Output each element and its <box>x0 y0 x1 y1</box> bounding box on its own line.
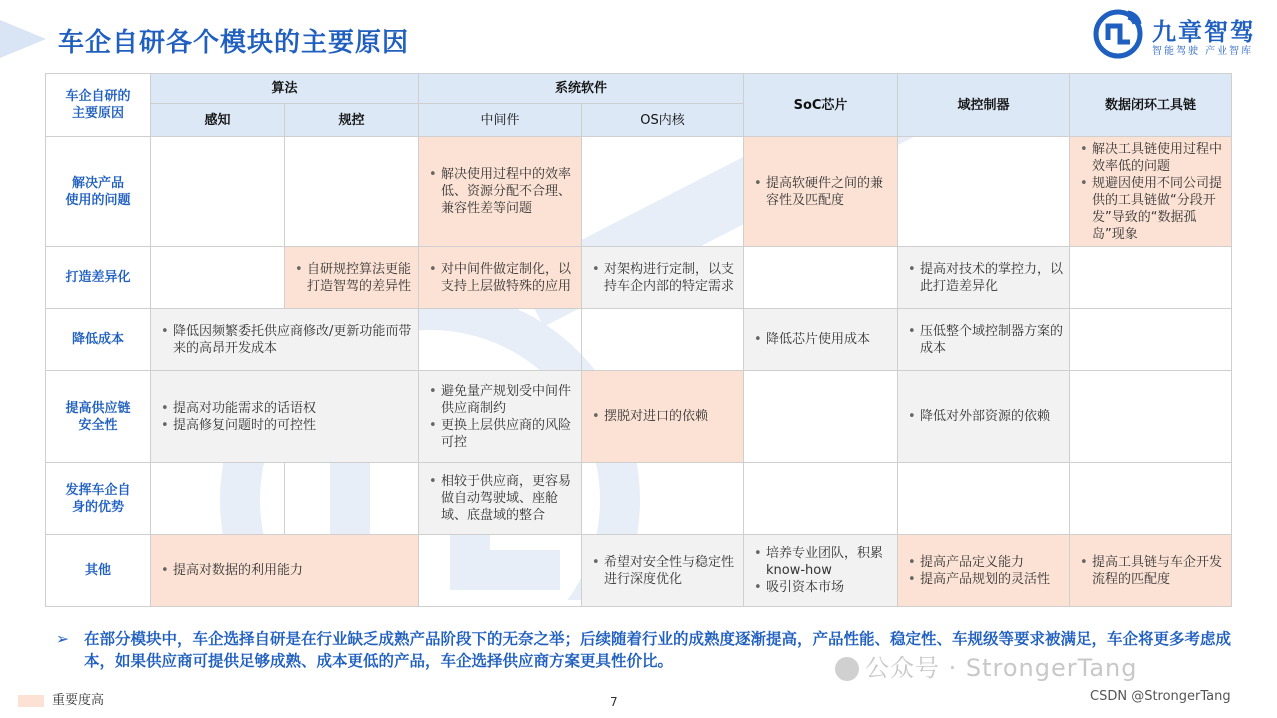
table-cell <box>151 309 419 371</box>
table-cell <box>582 535 744 607</box>
table-cell <box>744 309 898 371</box>
row-label: 其他 <box>46 535 151 607</box>
cell-bullet: • 降低因频繁委托供应商修改/更新功能而带来的高昂开发成本 <box>173 323 412 357</box>
table-cell <box>582 371 744 463</box>
watermark-text: 公众号 · StrongerTang <box>865 654 1138 682</box>
cell-bullet: • 解决工具链使用过程中效率低的问题 <box>1092 141 1225 175</box>
header-toolchain: 数据闭环工具链 <box>1070 74 1232 137</box>
wechat-icon <box>835 657 859 681</box>
header-soc: SoC芯片 <box>744 74 898 137</box>
cell-bullet: • 提高对功能需求的话语权 <box>173 400 412 417</box>
table-cell <box>151 535 419 607</box>
table-cell <box>285 137 419 247</box>
row-label: 打造差异化 <box>46 247 151 309</box>
header-domain-controller: 域控制器 <box>898 74 1070 137</box>
table-cell <box>419 247 582 309</box>
legend-label: 重要度高 <box>52 693 105 708</box>
table-row <box>46 247 1232 309</box>
csdn-credit: CSDN @StrongerTang <box>1090 689 1231 704</box>
table-cell <box>419 535 582 607</box>
table-cell <box>898 371 1070 463</box>
table-corner-header: 车企自研的 主要原因 <box>46 74 151 137</box>
row-label: 解决产品 使用的问题 <box>46 137 151 247</box>
table-row <box>46 535 1232 607</box>
header-algorithm: 算法 <box>151 74 419 104</box>
cell-bullet: • 对中间件做定制化，以支持上层做特殊的应用 <box>441 261 575 295</box>
cell-bullet: • 解决使用过程中的效率低、资源分配不合理、兼容性差等问题 <box>441 166 575 217</box>
legend-swatch <box>18 695 44 707</box>
table-cell <box>582 463 744 535</box>
brand-logo-icon <box>1090 6 1146 62</box>
cell-bullet: • 降低芯片使用成本 <box>766 331 891 348</box>
table-cell <box>744 371 898 463</box>
legend <box>18 689 104 708</box>
table-row <box>46 371 1232 463</box>
table-cell <box>1070 535 1232 607</box>
cell-bullet: • 提高对数据的利用能力 <box>173 562 412 579</box>
table-cell <box>898 463 1070 535</box>
table-cell <box>419 463 582 535</box>
cell-bullet: • 提高产品定义能力 <box>920 554 1063 571</box>
page-title: 车企自研各个模块的主要原因 <box>58 28 410 58</box>
cell-bullet: • 提高工具链与车企开发流程的匹配度 <box>1092 554 1225 588</box>
table-cell <box>285 463 419 535</box>
cell-bullet: • 压低整个域控制器方案的成本 <box>920 323 1063 357</box>
arrow-bullet-icon: ➢ <box>56 630 69 648</box>
table-cell <box>419 309 582 371</box>
cell-bullet: • 规避因使用不同公司提供的工具链做“分段开发”导致的“数据孤岛”现象 <box>1092 175 1225 243</box>
table-cell <box>151 137 285 247</box>
table-cell <box>898 535 1070 607</box>
row-label: 提高供应链 安全性 <box>46 371 151 463</box>
title-accent-shape <box>0 20 46 58</box>
table-cell <box>582 137 744 247</box>
cell-bullet: • 提高产品规划的灵活性 <box>920 571 1063 588</box>
cell-bullet: • 相较于供应商，更容易做自动驾驶域、座舱域、底盘域的整合 <box>441 473 575 524</box>
subheader-planning: 规控 <box>285 104 419 137</box>
cell-bullet: • 吸引资本市场 <box>766 579 891 596</box>
table-cell <box>744 463 898 535</box>
reasons-table <box>45 73 1232 607</box>
subheader-perception: 感知 <box>151 104 285 137</box>
subheader-middleware: 中间件 <box>419 104 582 137</box>
cell-bullet: • 提高软硬件之间的兼容性及匹配度 <box>766 175 891 209</box>
table-cell <box>1070 247 1232 309</box>
table-cell <box>1070 463 1232 535</box>
page-number: 7 <box>610 695 618 709</box>
cell-bullet: • 提高对技术的掌控力，以此打造差异化 <box>920 261 1063 295</box>
table-cell <box>419 371 582 463</box>
conclusion-text: 在部分模块中，车企选择自研是在行业缺乏成熟产品阶段下的无奈之举；后续随着行业的成熟度逐渐提高，产品性能、稳定性、车规级等要求被满足，车企将更多考虑成本，如果供应商可提供足够成熟、成本更低的产品，车企选择供应商方案更具性价比。 <box>84 630 1232 670</box>
table-cell <box>151 463 285 535</box>
cell-bullet: • 自研规控算法更能打造智驾的差异性 <box>307 261 412 295</box>
table-cell <box>582 247 744 309</box>
cell-bullet: • 培养专业团队，积累know-how <box>766 545 891 579</box>
table-row <box>46 309 1232 371</box>
cell-bullet: • 降低对外部资源的依赖 <box>920 408 1063 425</box>
brand-logo <box>1090 6 1270 62</box>
brand-tagline: 智能驾驶 产业智库 <box>1152 46 1254 57</box>
cell-bullet: • 对架构进行定制，以支持车企内部的特定需求 <box>604 261 737 295</box>
wechat-watermark <box>835 648 1137 683</box>
table-cell <box>898 309 1070 371</box>
cell-bullet: • 避免量产规划受中间件供应商制约 <box>441 383 575 417</box>
table-cell <box>744 247 898 309</box>
table-cell <box>1070 309 1232 371</box>
table-cell <box>1070 371 1232 463</box>
row-label: 降低成本 <box>46 309 151 371</box>
table-cell <box>151 247 285 309</box>
cell-bullet: • 提高修复问题时的可控性 <box>173 417 412 434</box>
table-cell <box>285 247 419 309</box>
table-cell <box>1070 137 1232 247</box>
table-row <box>46 463 1232 535</box>
table-cell <box>744 137 898 247</box>
table-cell <box>898 137 1070 247</box>
cell-bullet: • 摆脱对进口的依赖 <box>604 408 737 425</box>
table-cell <box>898 247 1070 309</box>
header-system-software: 系统软件 <box>419 74 744 104</box>
table-row <box>46 137 1232 247</box>
table-cell <box>744 535 898 607</box>
table-cell <box>151 371 419 463</box>
table-cell <box>419 137 582 247</box>
row-label: 发挥车企自 身的优势 <box>46 463 151 535</box>
cell-bullet: • 希望对安全性与稳定性进行深度优化 <box>604 554 737 588</box>
table-cell <box>582 309 744 371</box>
subheader-os: OS内核 <box>582 104 744 137</box>
cell-bullet: • 更换上层供应商的风险可控 <box>441 417 575 451</box>
brand-name: 九章智驾 <box>1152 18 1256 46</box>
